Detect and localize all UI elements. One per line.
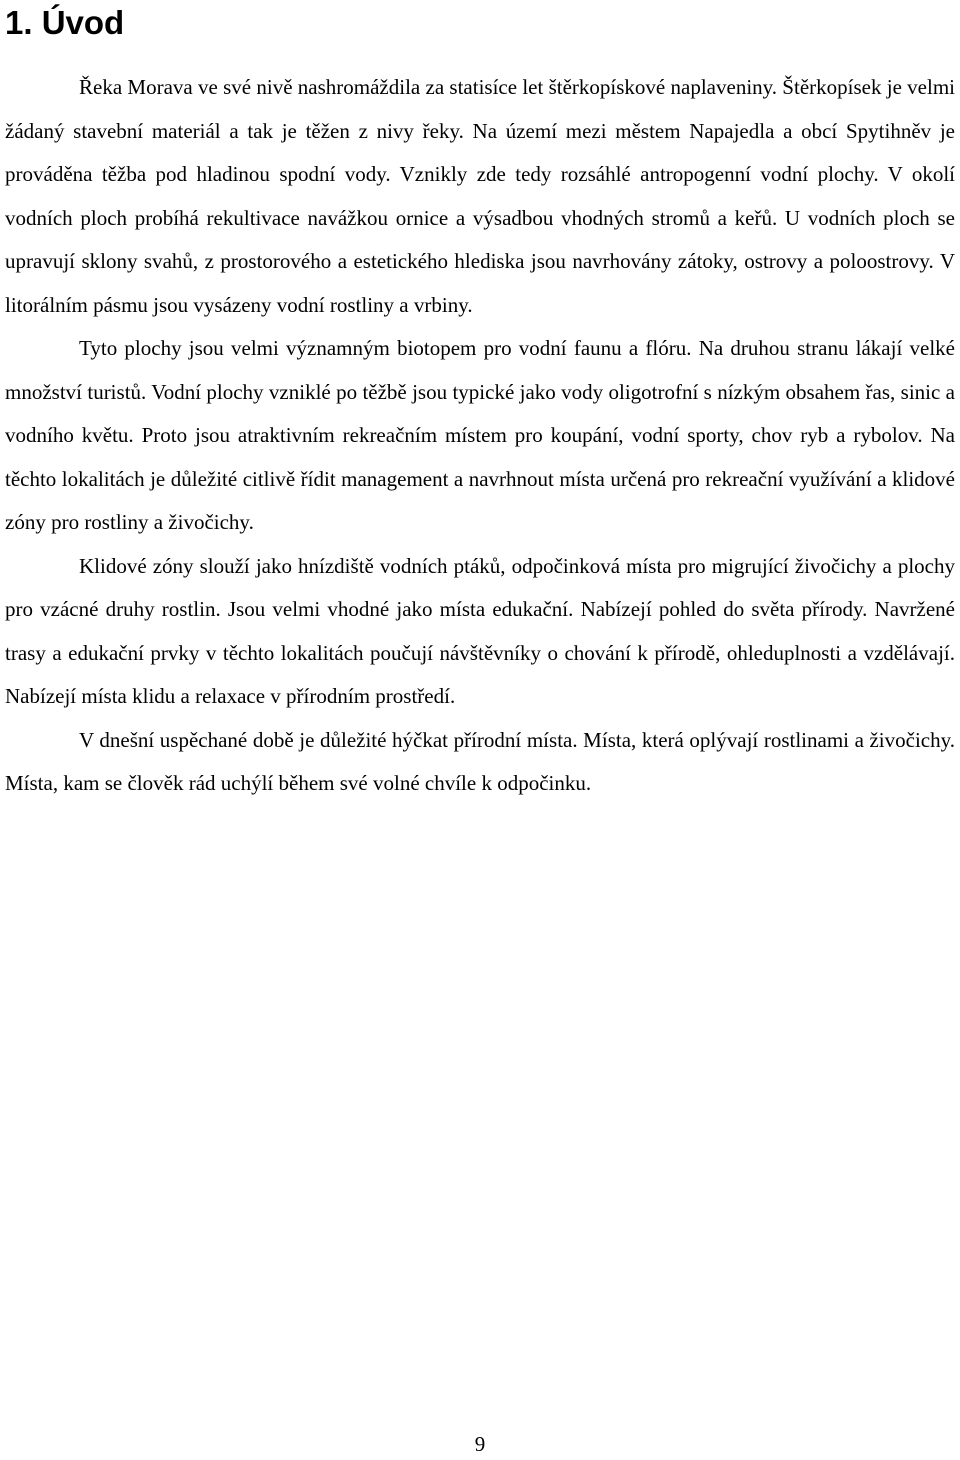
page-number: 9: [474, 1432, 486, 1456]
paragraph-3: Klidové zóny slouží jako hnízdiště vodních ptáků, odpočinková místa pro migrující živočichy a plochy pro vzácné druhy rostlin. Jsou velmi vhodné jako místa edukační. Nabízejí pohled do světa přírody. Navržené trasy a edukační prvky v těchto lokalitách poučují návštěvníky o chování k přírodě, ohleduplnosti a vzdělávají. Nabízejí místa klidu a relaxace v přírodním prostředí.: [5, 553, 955, 708]
paragraph-2: Tyto plochy jsou velmi významným biotopem pro vodní faunu a flóru. Na druhou stranu lákají velké množství turistů. Vodní plochy vzniklé po těžbě jsou typické jako vody oligotrofní s nízkým obsahem řas, sinic a vodního květu. Proto jsou atraktivním rekreačním místem pro koupání, vodní sporty, chov ryb a rybolov. Na těchto lokalitách je důležité citlivě řídit management a navrhnout místa určená pro rekreační využívání a klidové zóny pro rostliny a živočichy.: [5, 336, 955, 534]
paragraph-4: V dnešní uspěchané době je důležité hýčkat přírodní místa. Místa, která oplývají rostlinami a živočichy. Místa, kam se člověk rád uchýlí během své volné chvíle k odpočinku.: [5, 727, 955, 795]
section-heading: 1. Úvod: [5, 4, 125, 41]
body-text: [5, 66, 955, 806]
paragraph-1: Řeka Morava ve své nivě nashromáždila za statisíce let štěrkopískové naplaveniny. Štěrkopísek je velmi žádaný stavební materiál a tak je těžen z nivy řeky. Na území mezi městem Napajedla a obcí Spytihněv je prováděna těžba pod hladinou spodní vody. Vznikly zde tedy rozsáhlé antropogenní vodní plochy. V okolí vodních ploch probíhá rekultivace navážkou ornice a výsadbou vhodných stromů a keřů. U vodních ploch se upravují sklony svahů, z prostorového a estetického hlediska jsou navrhovány zátoky, ostrovy a poloostrovy. V litorálním pásmu jsou vysázeny vodní rostliny a vrbiny.: [5, 75, 955, 317]
